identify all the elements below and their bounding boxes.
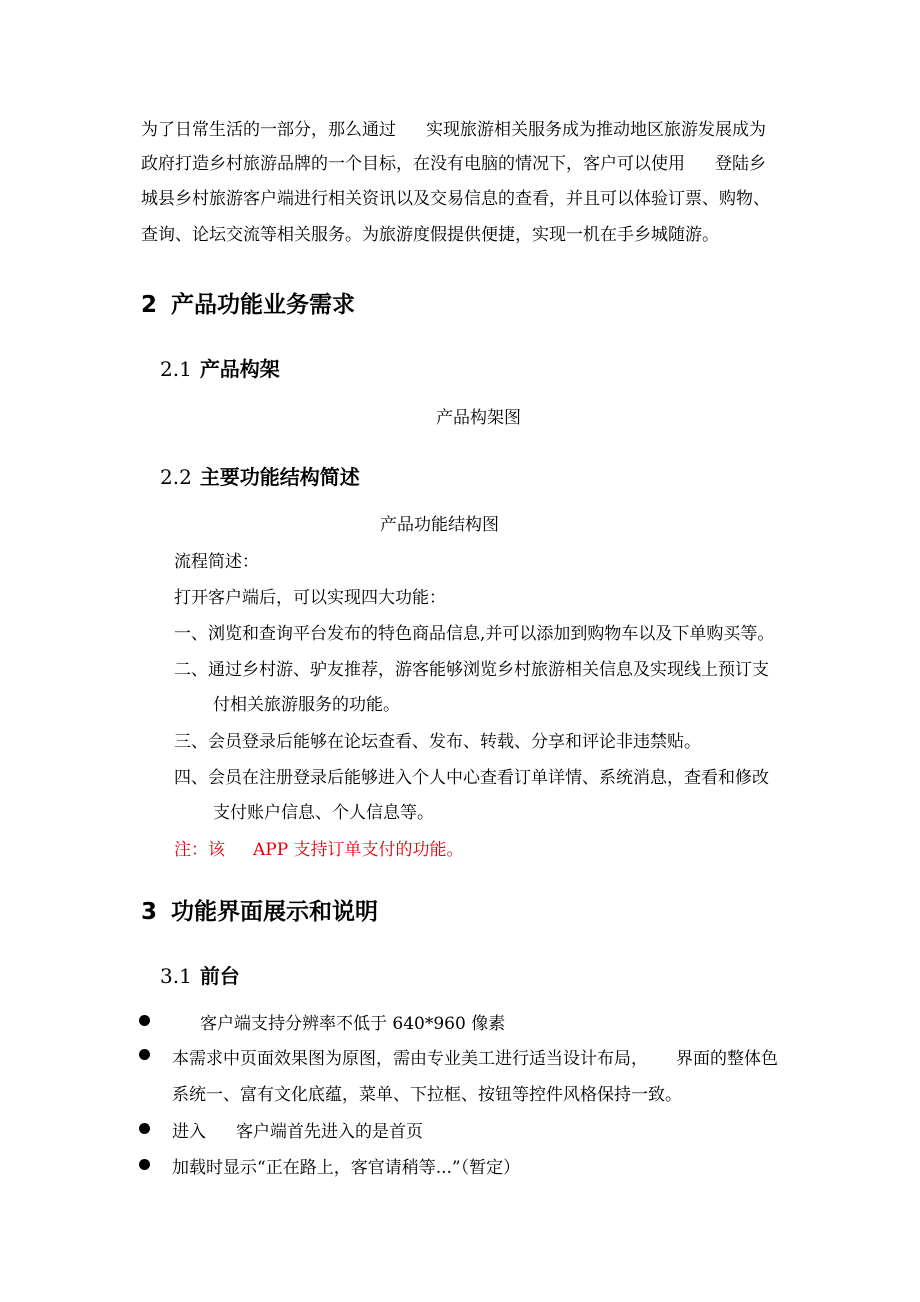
section-2-heading — [141, 286, 355, 319]
bullet-item-3 — [172, 1117, 423, 1142]
subsection-3-1-title: 前台 — [199, 964, 240, 988]
subsection-3-1-number: 3.1 — [160, 964, 192, 988]
note-prefix: 注：该 — [174, 840, 225, 860]
bullet-item-2-a: 本需求中页面效果图为原图，需由专业美工进行适当设计布局， — [172, 1049, 648, 1069]
subsection-2-2-heading — [160, 461, 360, 490]
note-body: APP 支持订单支付的功能。 — [253, 840, 464, 860]
bullet-item-3-a: 进入 — [172, 1122, 206, 1142]
function-item-1: 一、浏览和查询平台发布的特色商品信息,并可以添加到购物车以及下单购买等。 — [174, 624, 775, 644]
intro-line-2-b: 登陆乡 — [715, 154, 766, 174]
bullet-dot-2 — [139, 1049, 150, 1060]
intro-line-2 — [141, 156, 766, 173]
subsection-2-2-number: 2.2 — [160, 465, 192, 489]
flow-label: 流程简述： — [174, 552, 259, 572]
intro-line-1-b: 实现旅游相关服务成为推动地区旅游发展成为 — [426, 120, 766, 140]
function-item-2-cont: 付相关旅游服务的功能。 — [213, 695, 400, 715]
intro-line-2-a: 政府打造乡村旅游品牌的一个目标，在没有电脑的情况下，客户可以使用 — [141, 154, 685, 174]
flow-intro: 打开客户端后，可以实现四大功能： — [174, 588, 446, 608]
section-3-title: 功能界面展示和说明 — [171, 899, 378, 925]
bullet-dot-1 — [139, 1015, 150, 1026]
function-item-2: 二、通过乡村游、驴友推荐，游客能够浏览乡村旅游相关信息及实现线上预订支 — [174, 660, 769, 680]
subsection-2-1-number: 2.1 — [160, 357, 192, 381]
bullet-item-2-b: 界面的整体色 — [676, 1049, 778, 1069]
subsection-2-1-heading — [160, 353, 280, 382]
app-payment-note — [174, 835, 464, 860]
subsection-2-2-title: 主要功能结构简述 — [199, 465, 360, 489]
bullet-dot-4 — [139, 1159, 150, 1170]
bullet-item-2 — [172, 1044, 778, 1069]
subsection-3-1-heading — [160, 960, 240, 989]
subsection-2-1-title: 产品构架 — [199, 357, 280, 381]
intro-line-1-a: 为了日常生活的一部分，那么通过 — [141, 120, 396, 140]
bullet-dot-3 — [139, 1123, 150, 1134]
intro-line-1 — [141, 122, 766, 139]
function-item-4: 四、会员在注册登录后能够进入个人中心查看订单详情、系统消息，查看和修改 — [174, 768, 769, 788]
bullet-item-3-b: 客户端首先进入的是首页 — [236, 1122, 423, 1142]
function-item-4-cont: 支付账户信息、个人信息等。 — [213, 803, 434, 823]
section-2-title: 产品功能业务需求 — [171, 292, 355, 318]
section-2-number: 2 — [141, 292, 158, 318]
function-figure-caption: 产品功能结构图 — [380, 515, 499, 535]
intro-line-4: 查询、论坛交流等相关服务。为旅游度假提供便捷，实现一机在手乡城随游。 — [141, 225, 719, 245]
bullet-item-1: 客户端支持分辨率不低于 640*960 像素 — [200, 1014, 506, 1034]
section-3-heading — [141, 893, 378, 926]
bullet-item-4: 加载时显示“正在路上，客官请稍等...”（暂定） — [172, 1158, 521, 1178]
function-item-3: 三、会员登录后能够在论坛查看、发布、转载、分享和评论非违禁贴。 — [174, 732, 701, 752]
bullet-item-2-cont: 系统一、富有文化底蕴，菜单、下拉框、按钮等控件风格保持一致。 — [172, 1085, 682, 1105]
section-3-number: 3 — [141, 899, 158, 925]
intro-line-3: 城县乡村旅游客户端进行相关资讯以及交易信息的查看，并且可以体验订票、购物、 — [141, 189, 770, 209]
architecture-figure-caption: 产品构架图 — [436, 408, 521, 428]
